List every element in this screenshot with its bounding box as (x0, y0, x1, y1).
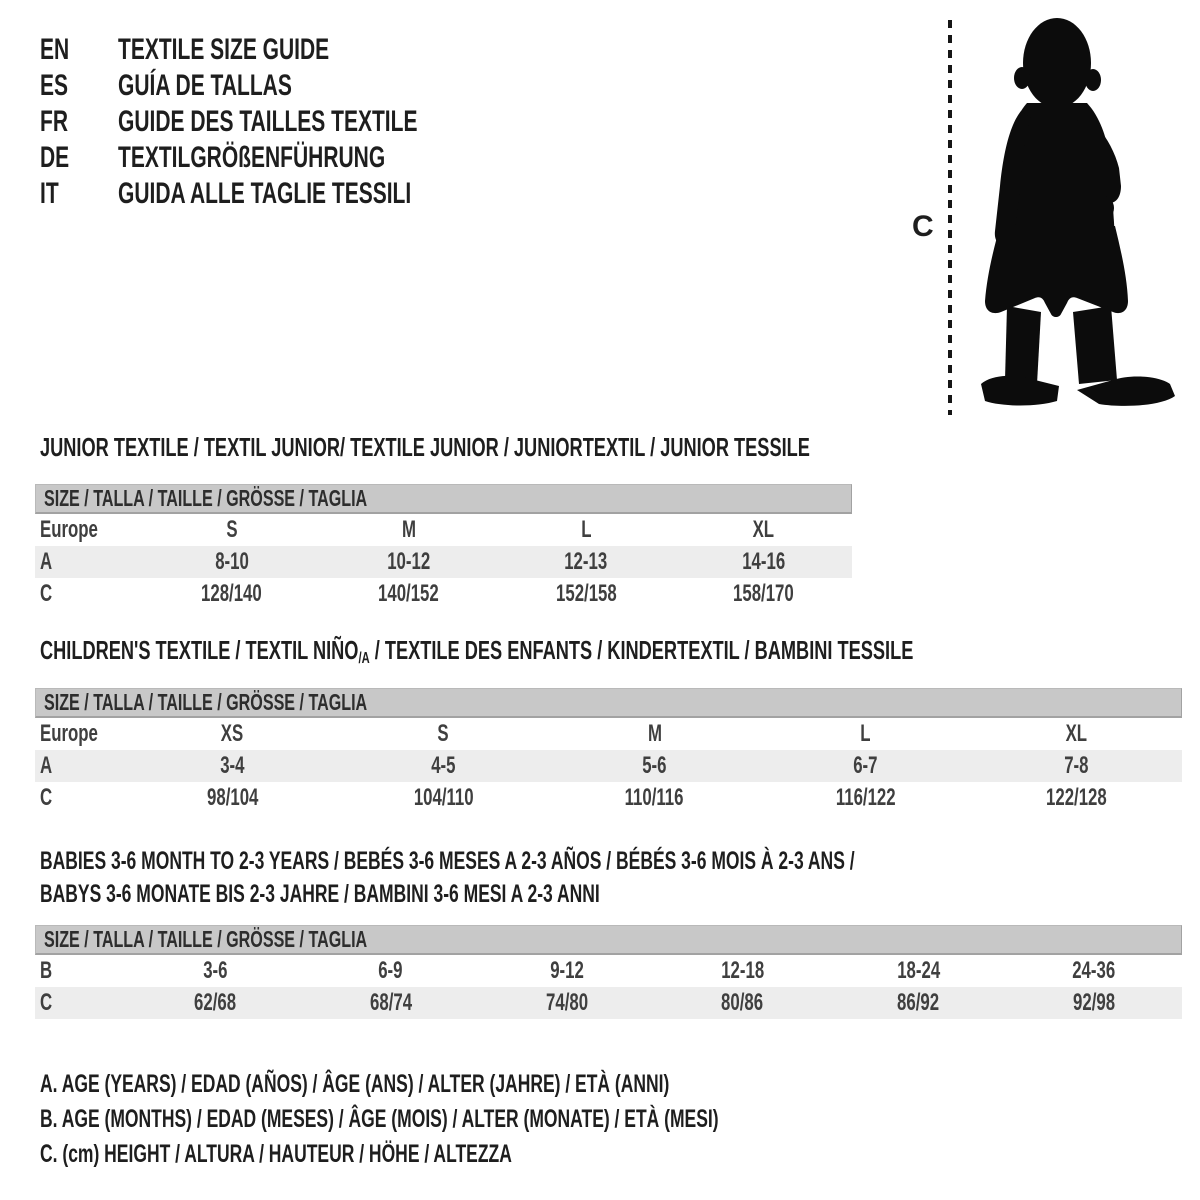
height-measure-label: C (912, 210, 934, 243)
children-section-title: CHILDREN'S TEXTILE / TEXTIL NIÑO/A / TEXTILE DES ENFANTS / KINDERTEXTIL / BAMBINI TESSILE (40, 635, 914, 667)
size-cell: L (580, 516, 592, 543)
language-row-it (40, 176, 546, 212)
row-label: Europe (40, 516, 98, 543)
children-row-height (35, 782, 1182, 814)
size-cell: 128/140 (201, 580, 262, 607)
baby-silhouette (900, 16, 1200, 416)
size-cell: M (401, 516, 416, 543)
size-cell: 8-10 (214, 548, 249, 575)
size-cell: 4-5 (431, 752, 456, 779)
size-cell: 158/170 (732, 580, 794, 607)
size-cell: 140/152 (378, 580, 440, 607)
size-cell: 122/128 (1046, 784, 1107, 811)
junior-row-europe (35, 514, 852, 546)
size-cell: XS (221, 720, 244, 747)
size-cell: 152/158 (555, 580, 617, 607)
junior-row-age (35, 546, 852, 578)
language-row-de (40, 140, 546, 176)
junior-row-height (35, 578, 852, 610)
babies-row-months (35, 955, 1182, 987)
children-row-age (35, 750, 1182, 782)
babies-row-height (35, 987, 1182, 1019)
size-cell: 18-24 (896, 957, 940, 984)
babies-section-title: BABIES 3-6 MONTH TO 2-3 YEARS / BEBÉS 3-6 MESES A 2-3 AÑOS / BÉBÉS 3-6 MOIS À 2-3 ANS / BABYS 3-6 MONATE BIS 2-3 JAHRE / BAMBINI 3-6 MESI A 2-3 ANNI (40, 847, 855, 908)
size-cell: S (437, 720, 450, 747)
babies-size-header-bar: SIZE / TALLA / TAILLE / GRÖSSE / TAGLIA (35, 925, 1182, 955)
size-cell: 68/74 (369, 989, 412, 1016)
size-cell: 110/116 (625, 784, 684, 811)
size-cell: 86/92 (897, 989, 940, 1016)
babies-size-table (35, 925, 1182, 1019)
size-cell: 12-18 (720, 957, 764, 984)
size-cell: S (226, 516, 238, 543)
row-label: C (40, 784, 53, 811)
size-cell: 98/104 (206, 784, 259, 811)
size-cell: 24-36 (1072, 957, 1116, 984)
guide-title-fr: GUIDE DES TAILLES TEXTILE (118, 105, 418, 138)
row-label: Europe (40, 720, 98, 747)
guide-title-es: GUÍA DE TALLAS (118, 69, 292, 102)
size-cell: 3-4 (220, 752, 245, 779)
row-label: C (40, 989, 53, 1016)
children-row-europe (35, 718, 1182, 750)
legend-line-a: A. AGE (YEARS) / EDAD (AÑOS) / ÂGE (ANS) / ALTER (JAHRE) / ETÀ (ANNI) (40, 1070, 670, 1098)
size-cell: M (647, 720, 662, 747)
language-title-list (40, 32, 546, 212)
toddler-figure-shape (981, 18, 1175, 406)
size-cell: 116/122 (835, 784, 896, 811)
size-cell: XL (1065, 720, 1088, 747)
guide-title-en: TEXTILE SIZE GUIDE (118, 33, 330, 66)
legend-line-b: B. AGE (MONTHS) / EDAD (MESES) / ÂGE (MOIS) / ALTER (MONATE) / ETÀ (MESI) (40, 1105, 719, 1133)
language-code: FR (40, 105, 68, 138)
size-cell: 74/80 (545, 989, 588, 1016)
size-cell: 104/110 (413, 784, 474, 811)
junior-size-header-bar: SIZE / TALLA / TAILLE / GRÖSSE / TAGLIA (35, 484, 852, 514)
size-cell: 7-8 (1064, 752, 1089, 779)
size-cell: 5-6 (642, 752, 667, 779)
language-row-en (40, 32, 546, 68)
size-cell: 3-6 (202, 957, 228, 984)
language-code: ES (40, 69, 69, 102)
children-size-table (35, 688, 1182, 814)
measure-legend (40, 1067, 1009, 1172)
language-code: EN (40, 33, 70, 66)
language-code: IT (40, 177, 59, 210)
size-cell: 92/98 (1073, 989, 1116, 1016)
guide-title-it: GUIDA ALLE TAGLIE TESSILI (118, 177, 412, 210)
language-row-fr (40, 104, 546, 140)
row-label: A (40, 752, 53, 779)
guide-title-de: TEXTILGRÖßENFÜHRUNG (118, 141, 386, 174)
legend-line-c: C. (cm) HEIGHT / ALTURA / HAUTEUR / HÖHE / ALTEZZA (40, 1140, 512, 1168)
size-cell: 9-12 (549, 957, 584, 984)
size-cell: 80/86 (721, 989, 764, 1016)
language-row-es (40, 68, 546, 104)
size-cell: L (860, 720, 871, 747)
size-cell: 6-7 (853, 752, 878, 779)
size-cell: 12-13 (564, 548, 608, 575)
junior-size-table (35, 484, 852, 610)
children-size-header-bar: SIZE / TALLA / TAILLE / GRÖSSE / TAGLIA (35, 688, 1182, 718)
size-cell: 14-16 (741, 548, 785, 575)
junior-section-title: JUNIOR TEXTILE / TEXTIL JUNIOR/ TEXTILE JUNIOR / JUNIORTEXTIL / JUNIOR TESSILE (40, 432, 810, 462)
size-cell: 62/68 (193, 989, 236, 1016)
size-cell: XL (752, 516, 775, 543)
row-label: A (40, 548, 53, 575)
size-cell: 6-9 (378, 957, 403, 984)
language-code: DE (40, 141, 70, 174)
row-label: C (40, 580, 53, 607)
size-cell: 10-12 (387, 548, 431, 575)
row-label: B (40, 957, 53, 984)
